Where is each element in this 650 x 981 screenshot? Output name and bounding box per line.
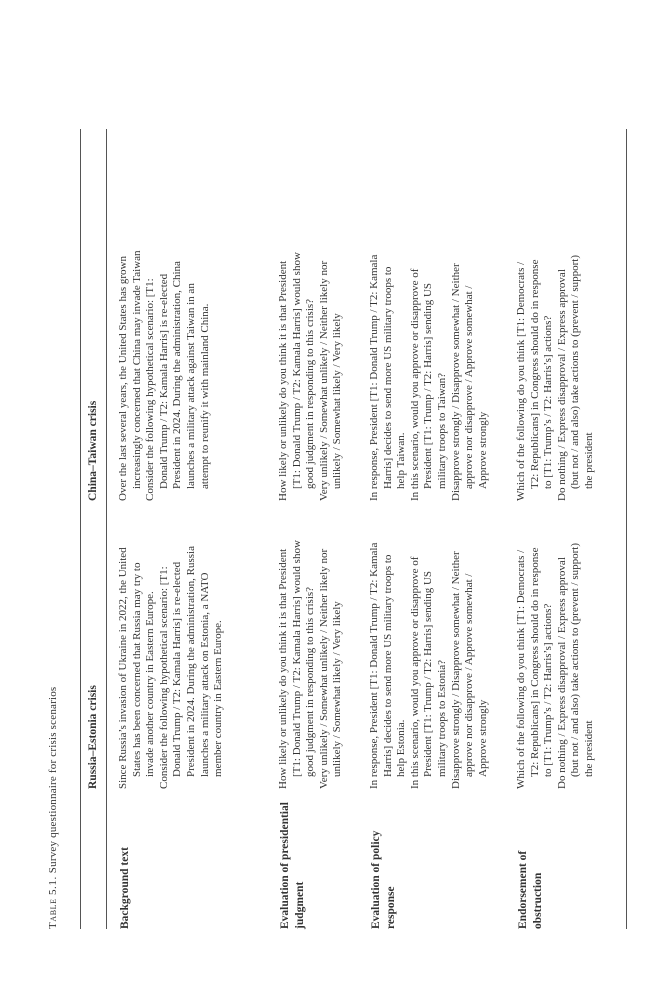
header-rule — [106, 129, 107, 929]
cell-background-russia — [117, 537, 226, 789]
top-rule — [80, 129, 81, 929]
cell-paragraph: Over the last several years, the United States has grown increasingly concerned that China may invade Taiwan — [117, 250, 143, 501]
cell-policy-china — [368, 249, 490, 501]
table-number: Table 5.1. — [47, 876, 59, 929]
column-header-russia-estonia: Russia–Estonia crisis — [87, 685, 99, 789]
cell-paragraph: How likely or unlikely do you think it is that President [T1: Donald Trump / T2: Kamala Harris] would show good judgment in responding to this crisis? — [277, 252, 317, 501]
table-caption — [47, 687, 59, 929]
bottom-rule — [626, 129, 627, 929]
cell-obstruction-russia — [515, 537, 597, 789]
cell-paragraph: Since Russia’s invasion of Ukraine in 2022, the United States has been concerned that Russia may try to invade another country in Eastern Europe. — [117, 547, 157, 789]
table-title: Survey questionnaire for crisis scenarios — [47, 686, 59, 874]
cell-paragraph: Disapprove strongly / Disapprove somewhat / Neither approve nor disapprove / Approve somewhat / Approve strongly — [449, 263, 489, 501]
cell-paragraph: In this scenario, would you approve or disapprove of President [T1: Trump / T2: Harris] sending US military troops to Taiwan? — [408, 268, 448, 501]
cell-paragraph: Very unlikely / Somewhat unlikely / Neither likely nor unlikely / Somewhat likely / Very likely — [317, 260, 344, 501]
cell-paragraph: Consider the following hypothetical scenario: [T1: Donald Trump / T2: Kamala Harris] is re-elected President in 2024. During the administration, Russia launches a military attack on Estonia, a NATO member country in Eastern Europe. — [157, 546, 225, 789]
row-label-policy-response: Evaluation of policy response — [370, 830, 397, 929]
cell-paragraph: In this scenario, would you approve or disapprove of President [T1: Trump / T2: Harris] sending US military troops to Estonia? — [408, 556, 448, 789]
cell-judgment-china — [277, 249, 345, 501]
cell-paragraph: Which of the following do you think [T1: Democrats / T2: Republicans] in Congress should do in response to [T1: Trump’s / T2: Harris’s] actions? — [515, 547, 555, 789]
row-label-obstruction: Endorsement of obstruction — [517, 850, 544, 929]
cell-paragraph: Consider the following hypothetical scenario: [T1: Donald Trump / T2: Kamala Harris] is re-elected President in 2024. During the administration, China launches a military attack against Taiwan in an attempt to reunify it with mainland China. — [144, 261, 211, 501]
cell-obstruction-china — [515, 249, 597, 501]
cell-paragraph: In response, President [T1: Donald Trump / T2: Kamala Harris] decides to send more US military troops to help Estonia. — [368, 542, 408, 789]
cell-paragraph: Which of the following do you think [T1: Democrats / T2: Republicans] in Congress should do in response to [T1: Trump’s / T2: Harris’s] actions? — [515, 259, 555, 501]
cell-background-china — [117, 249, 212, 501]
cell-paragraph: Do nothing / Express disapproval / Express approval (but not / and also) take actions to (prevent / support) the president — [555, 543, 595, 789]
cell-paragraph: How likely or unlikely do you think it is that President [T1: Donald Trump / T2: Kamala Harris] would show good judgment in responding to this crisis? — [277, 540, 317, 789]
row-label-background: Background text — [119, 847, 131, 929]
cell-paragraph: In response, President [T1: Donald Trump / T2: Kamala Harris] decides to send more US military troops to help Taiwan. — [368, 254, 408, 501]
cell-paragraph: Do nothing / Express disapproval / Express approval (but not / and also) take actions to (prevent / support) the president — [555, 255, 595, 501]
cell-policy-russia — [368, 537, 490, 789]
column-header-china-taiwan: China–Taiwan crisis — [87, 400, 99, 501]
cell-paragraph: Disapprove strongly / Disapprove somewhat / Neither approve nor disapprove / Approve somewhat / Approve strongly — [449, 551, 489, 789]
row-label-presidential-judgment: Evaluation of presidential judgment — [279, 802, 306, 929]
rotated-table-page — [47, 129, 632, 929]
cell-judgment-russia — [277, 537, 345, 789]
cell-paragraph: Very unlikely / Somewhat unlikely / Neither likely nor unlikely / Somewhat likely / Very likely — [317, 548, 344, 789]
